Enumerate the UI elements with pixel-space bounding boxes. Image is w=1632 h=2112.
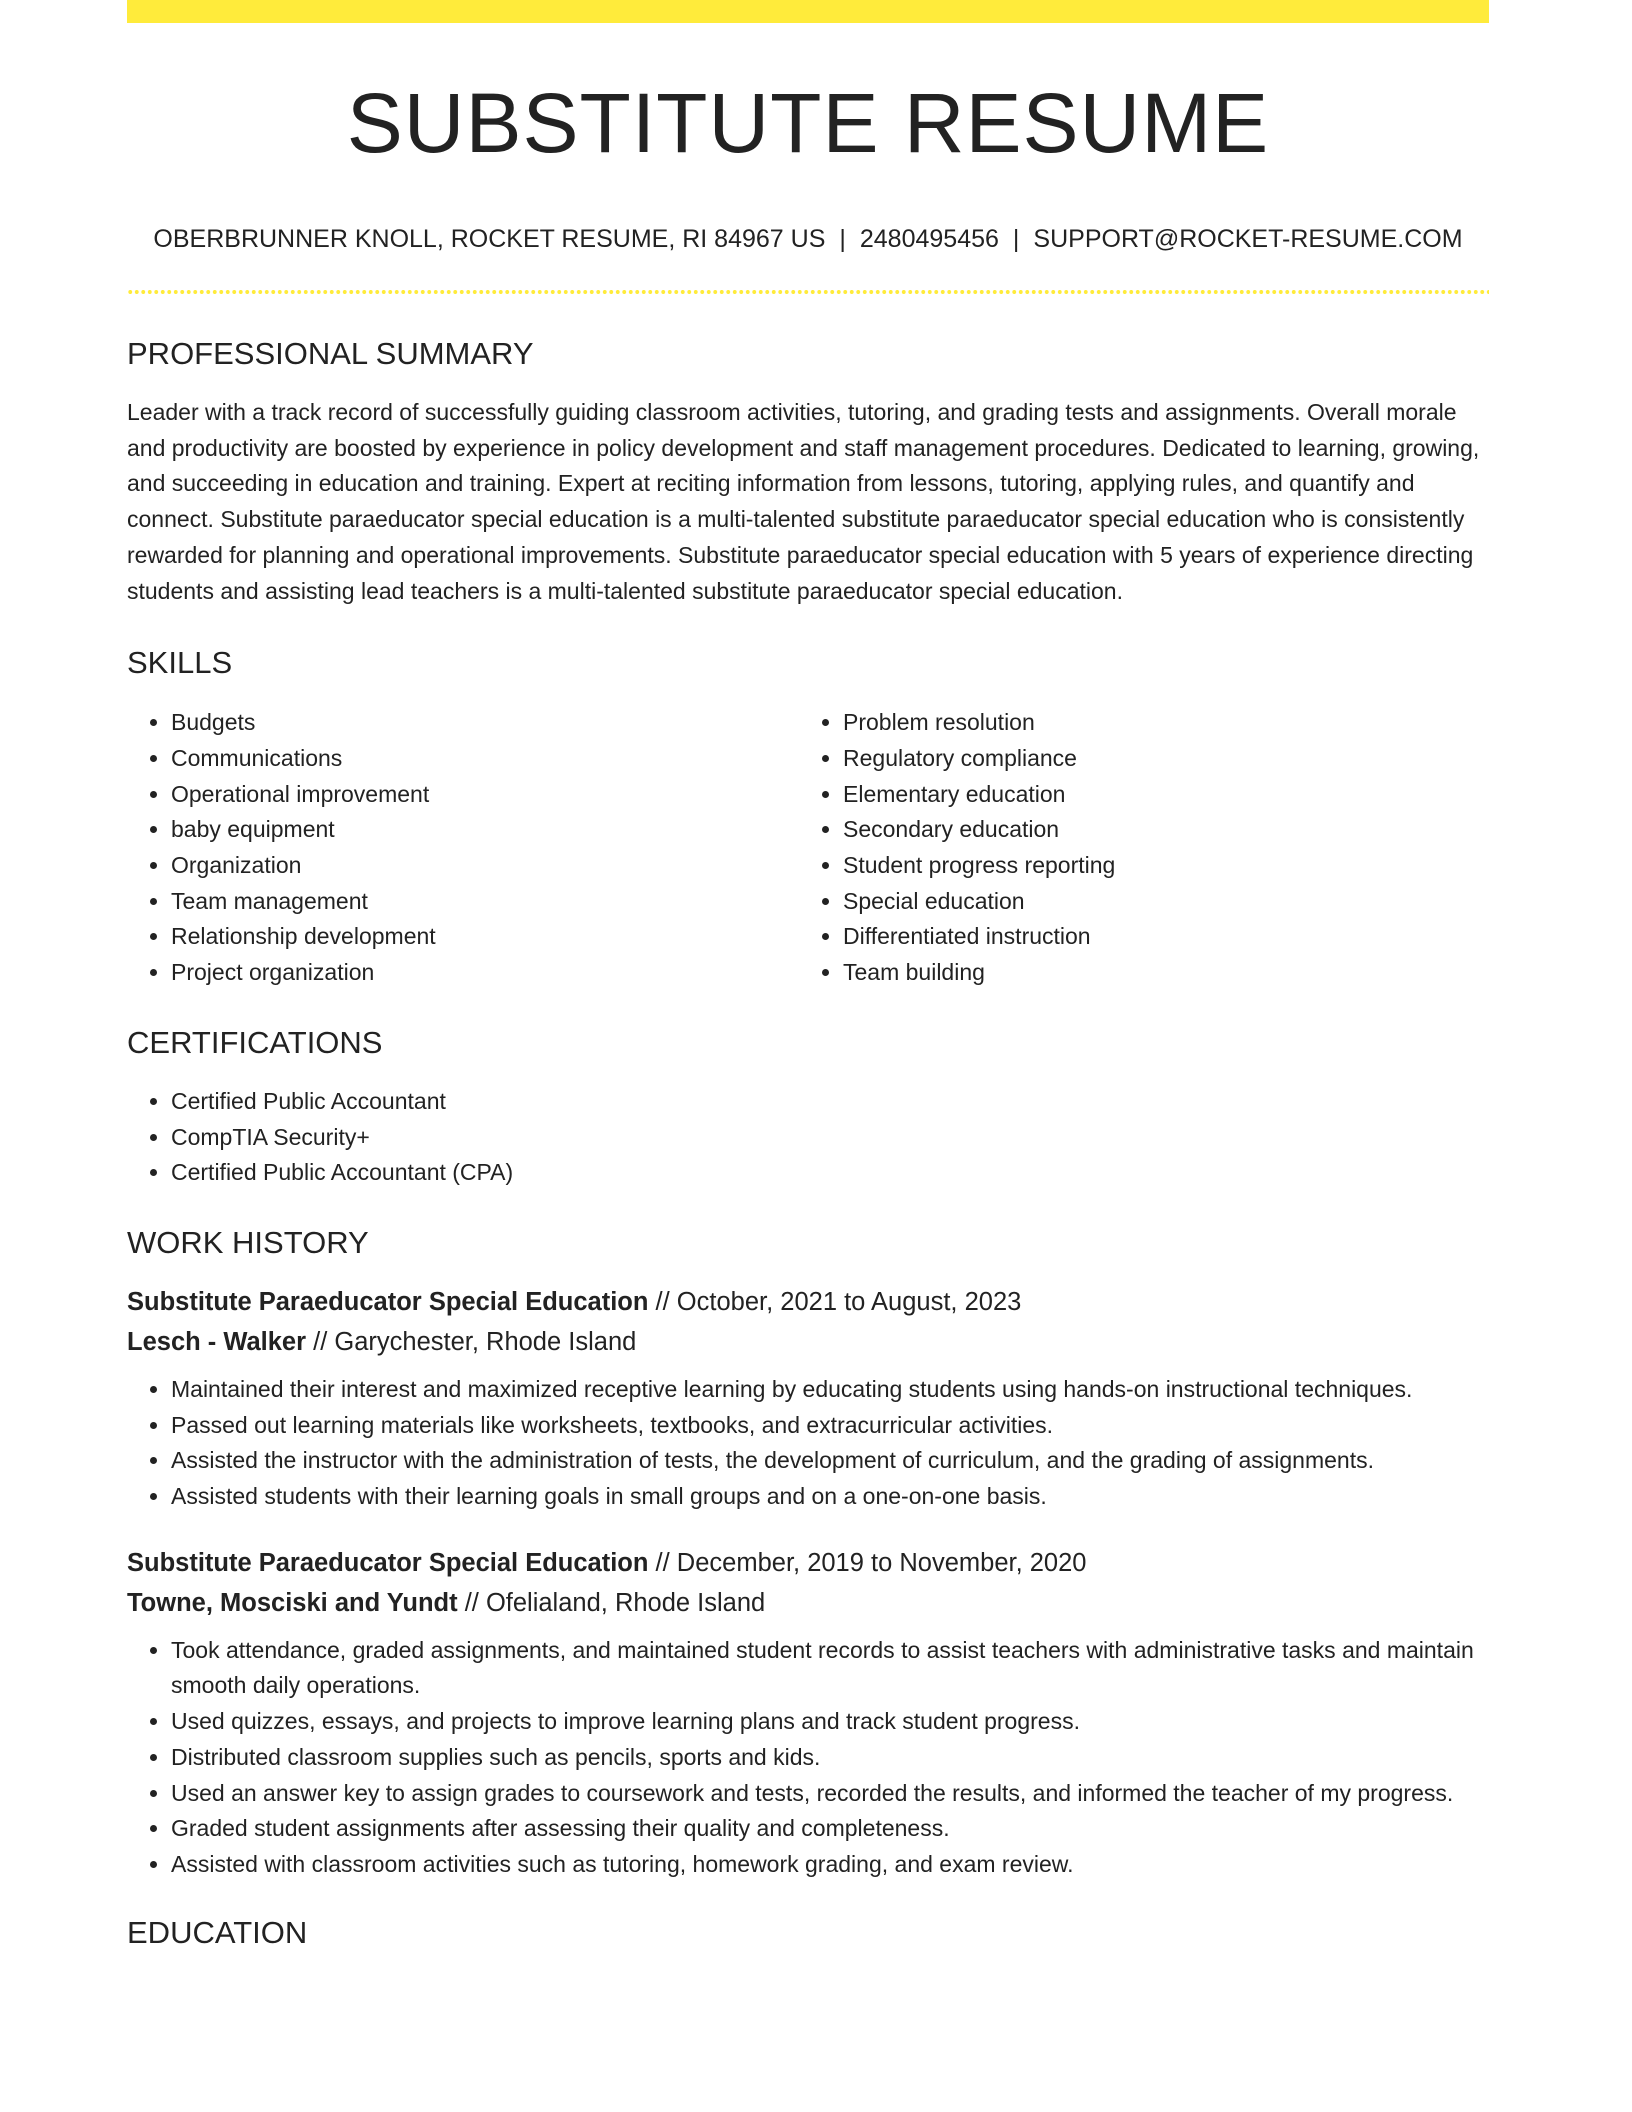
skill-item: • Differentiated instruction bbox=[843, 919, 1471, 955]
job-location: // Ofelialand, Rhode Island bbox=[457, 1588, 766, 1617]
certification-item: • Certified Public Accountant (CPA) bbox=[171, 1155, 1489, 1191]
education-heading: EDUCATION bbox=[127, 1914, 308, 1950]
job-duty: • Passed out learning materials like worksheets, textbooks, and extracurricular activities. bbox=[171, 1408, 1489, 1444]
job-duty: • Distributed classroom supplies such as pencils, sports and kids. bbox=[171, 1740, 1489, 1776]
top-accent-bar bbox=[127, 0, 1489, 23]
job-duty: • Maintained their interest and maximized receptive learning by educating students using hands-on instructional techniques. bbox=[171, 1372, 1489, 1408]
job-title-line bbox=[127, 1282, 1489, 1322]
job-role: Substitute Paraeducator Special Education bbox=[127, 1548, 649, 1577]
skills-heading: SKILLS bbox=[127, 645, 233, 681]
job-duties-list bbox=[127, 1633, 1489, 1883]
summary-text: Leader with a track record of successfully guiding classroom activities, tutoring, and grading tests and assignments. Overall morale and productivity are boosted by experience in policy development and staff management procedures. Dedicated to learning, growing, and succeeding in education and training. Expert at reciting information from lessons, tutoring, applying rules, and quantify and connect. Substitute paraeducator special education is a multi-talented substitute paraeducator special education who is consistently rewarded for planning and operational improvements. Substitute paraeducator special education with 5 years of experience directing students and assisting lead teachers is a multi-talented substitute paraeducator special education. bbox=[127, 399, 1480, 604]
skill-item: • Relationship development bbox=[171, 919, 799, 955]
certification-item: • Certified Public Accountant bbox=[171, 1084, 1489, 1120]
dotted-divider bbox=[127, 290, 1489, 294]
skill-item: • Communications bbox=[171, 741, 799, 777]
skill-item: • Secondary education bbox=[843, 812, 1471, 848]
skill-item: • Problem resolution bbox=[843, 705, 1471, 741]
resume-page bbox=[127, 0, 1489, 1948]
job-duty: • Used an answer key to assign grades to coursework and tests, recorded the results, and informed the teacher of my progress. bbox=[171, 1776, 1489, 1812]
job-company: Towne, Mosciski and Yundt bbox=[127, 1588, 458, 1617]
contact-separator: | bbox=[839, 225, 846, 253]
job-company: Lesch - Walker bbox=[127, 1327, 307, 1356]
job-title-line bbox=[127, 1543, 1489, 1583]
skills-list-right bbox=[799, 705, 1471, 991]
phone: 2480495456 bbox=[859, 225, 999, 253]
skills-list-left bbox=[127, 705, 799, 991]
resume-title: SUBSTITUTE RESUME bbox=[346, 76, 1270, 170]
skill-item: • Project organization bbox=[171, 955, 799, 991]
skill-item: • Special education bbox=[843, 884, 1471, 920]
job-dates: // December, 2019 to November, 2020 bbox=[648, 1548, 1087, 1577]
skill-item: • Elementary education bbox=[843, 777, 1471, 813]
email: SUPPORT@ROCKET-RESUME.COM bbox=[1033, 225, 1463, 253]
job-company-line bbox=[127, 1322, 1489, 1362]
job-duty: • Took attendance, graded assignments, and maintained student records to assist teachers with administrative tasks and maintain smooth daily operations. bbox=[171, 1633, 1489, 1704]
skill-item: • Student progress reporting bbox=[843, 848, 1471, 884]
skill-item: • Operational improvement bbox=[171, 777, 799, 813]
skill-item: • Budgets bbox=[171, 705, 799, 741]
skill-item: • Team management bbox=[171, 884, 799, 920]
job-duty: • Assisted the instructor with the administration of tests, the development of curriculum, and the grading of assignments. bbox=[171, 1443, 1489, 1479]
job-dates: // October, 2021 to August, 2023 bbox=[648, 1287, 1022, 1316]
job-duty: • Used quizzes, essays, and projects to improve learning plans and track student progress. bbox=[171, 1704, 1489, 1740]
job-duty: • Assisted with classroom activities such as tutoring, homework grading, and exam review. bbox=[171, 1847, 1489, 1883]
summary-heading: PROFESSIONAL SUMMARY bbox=[127, 336, 534, 371]
job-duties-list bbox=[127, 1372, 1489, 1515]
job-duty: • Graded student assignments after assessing their quality and completeness. bbox=[171, 1811, 1489, 1847]
skill-item: • Team building bbox=[843, 955, 1471, 991]
address: OBERBRUNNER KNOLL, ROCKET RESUME, RI 84967 US bbox=[153, 225, 826, 253]
work-history-heading: WORK HISTORY bbox=[127, 1224, 369, 1260]
job-duty: • Assisted students with their learning goals in small groups and on a one-on-one basis. bbox=[171, 1479, 1489, 1515]
certification-item: • CompTIA Security+ bbox=[171, 1120, 1489, 1156]
skill-item: • Organization bbox=[171, 848, 799, 884]
contact-line bbox=[127, 227, 1489, 252]
skills-columns bbox=[127, 705, 1489, 991]
job-role: Substitute Paraeducator Special Education bbox=[127, 1287, 649, 1316]
certifications-list bbox=[127, 1084, 1489, 1191]
skill-item: • baby equipment bbox=[171, 812, 799, 848]
skill-item: • Regulatory compliance bbox=[843, 741, 1471, 777]
job-location: // Garychester, Rhode Island bbox=[306, 1327, 637, 1356]
contact-separator: | bbox=[1012, 225, 1020, 253]
certifications-heading: CERTIFICATIONS bbox=[127, 1024, 383, 1060]
job-company-line bbox=[127, 1583, 1489, 1623]
